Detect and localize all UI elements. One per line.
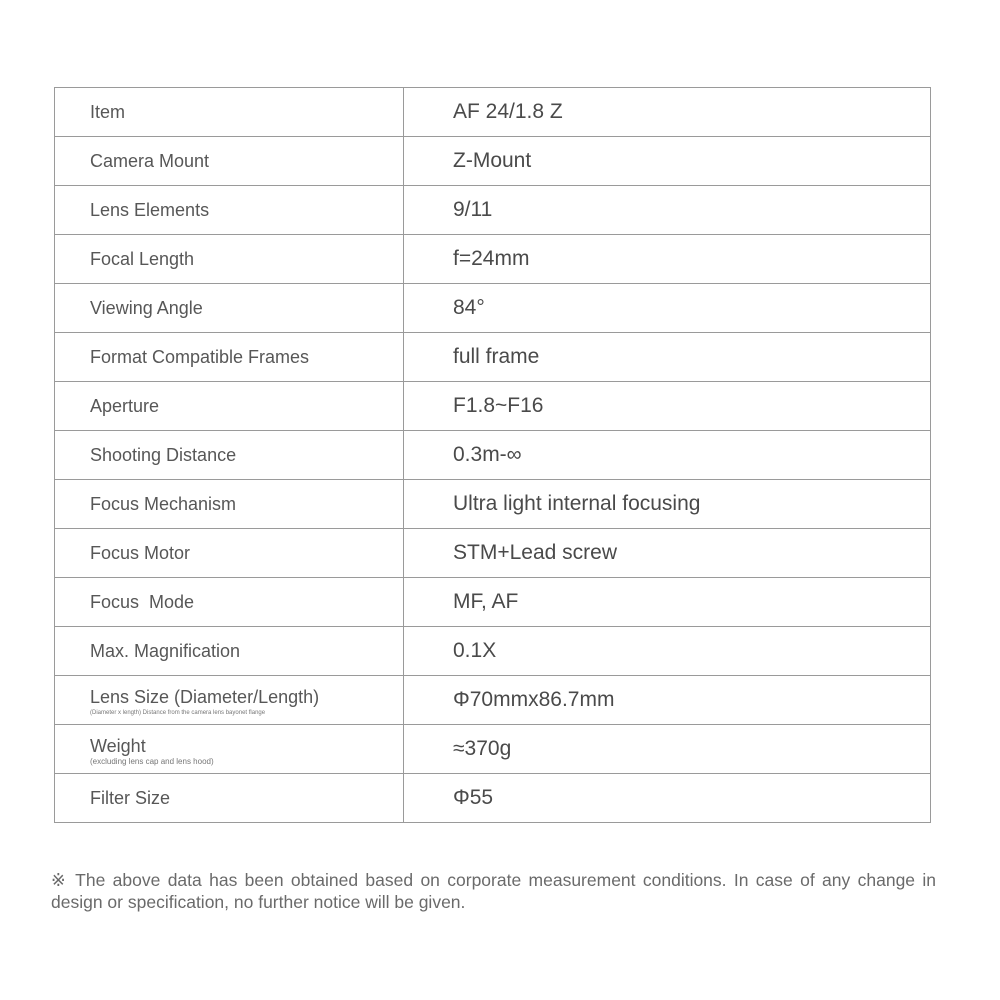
table-row: [55, 186, 931, 235]
row-value: Φ70mmx86.7mm: [404, 676, 931, 725]
row-label: Filter Size: [55, 774, 404, 823]
row-label: Weight: [90, 736, 146, 756]
table-row: [55, 333, 931, 382]
row-label: Shooting Distance: [55, 431, 404, 480]
row-label: Lens Size (Diameter/Length): [90, 687, 320, 707]
table-row: [55, 529, 931, 578]
row-value: 0.1X: [404, 627, 931, 676]
row-value: STM+Lead screw: [404, 529, 931, 578]
row-value: AF 24/1.8 Z: [404, 88, 931, 137]
spec-table: [54, 87, 931, 823]
row-value: Φ55: [404, 774, 931, 823]
table-row: [55, 235, 931, 284]
row-label-cell: [55, 676, 404, 725]
table-row: [55, 382, 931, 431]
row-label: Focus Mechanism: [55, 480, 404, 529]
row-sublabel: (Diameter x length) Distance from the camera lens bayonet flange: [90, 710, 266, 716]
table-row: [55, 627, 931, 676]
row-value: MF, AF: [404, 578, 931, 627]
row-label: Viewing Angle: [55, 284, 404, 333]
row-value: 0.3m-∞: [404, 431, 931, 480]
row-value: 84°: [404, 284, 931, 333]
table-row: [55, 676, 931, 725]
row-label: Format Compatible Frames: [55, 333, 404, 382]
row-label: Max. Magnification: [55, 627, 404, 676]
table-row: [55, 725, 931, 774]
table-row: [55, 774, 931, 823]
table-row: [55, 578, 931, 627]
table-row: [55, 284, 931, 333]
row-value: Ultra light internal focusing: [404, 480, 931, 529]
row-label: Camera Mount: [55, 137, 404, 186]
footnote: ※ The above data has been obtained based on corporate measurement conditions. In case of any change in design or specification, no further notice will be given.: [51, 870, 936, 912]
table-row: [55, 431, 931, 480]
row-value: full frame: [404, 333, 931, 382]
table-row: [55, 480, 931, 529]
row-value: f=24mm: [404, 235, 931, 284]
row-label: Focal Length: [55, 235, 404, 284]
row-value: ≈370g: [404, 725, 931, 774]
row-label: Lens Elements: [55, 186, 404, 235]
row-value: F1.8~F16: [404, 382, 931, 431]
table-row: [55, 137, 931, 186]
row-value: 9/11: [404, 186, 931, 235]
row-label-cell: [55, 725, 404, 774]
row-value: Z-Mount: [404, 137, 931, 186]
row-label: Item: [55, 88, 404, 137]
table-row: [55, 88, 931, 137]
row-label: Focus Mode: [55, 578, 404, 627]
row-sublabel: (excluding lens cap and lens hood): [90, 757, 214, 766]
row-label: Aperture: [55, 382, 404, 431]
row-label: Focus Motor: [55, 529, 404, 578]
